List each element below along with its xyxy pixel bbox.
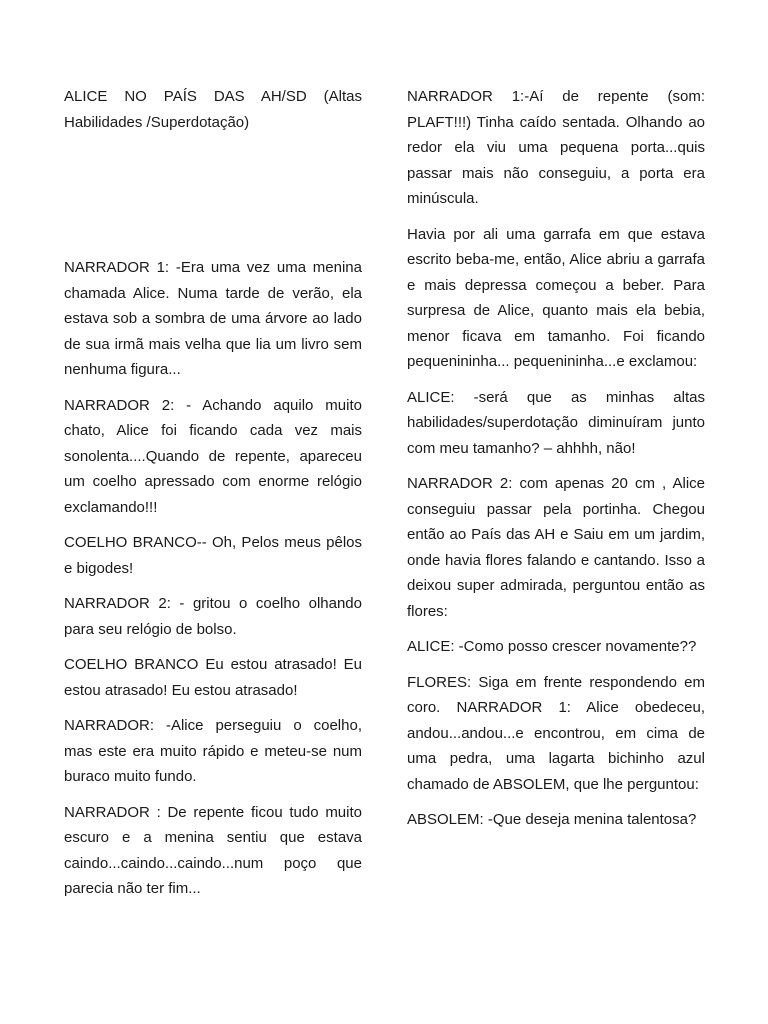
paragraph: COELHO BRANCO Eu estou atrasado! Eu estou atrasado! Eu estou atrasado!: [64, 656, 362, 699]
paragraph: NARRADOR 2: - Achando aquilo muito chato, Alice foi ficando cada vez mais sonolenta....Quando de repente, apareceu um coelho apressado com enorme relógio exclamando!!!: [64, 396, 362, 516]
paragraph: FLORES: Siga em frente respondendo em coro. NARRADOR 1: Alice obedeceu, andou...andou...e encontrou, em cima de uma pedra, uma lagarta bichinho azul chamado de ABSOLEM, que lhe perguntou:: [407, 673, 705, 793]
paragraph: COELHO BRANCO-- Oh, Pelos meus pêlos e bigodes!: [64, 534, 362, 577]
paragraph: Havia por ali uma garrafa em que estava escrito beba-me, então, Alice abriu a garrafa e mais depressa começou a beber. Para surpresa de Alice, quanto mais ela bebia, menor ficava em tamanho. Foi ficando pequenininha... pequenininha...e exclamou:: [407, 225, 705, 370]
paragraph: ABSOLEM: -Que deseja menina talentosa?: [407, 811, 697, 828]
right-column: [407, 84, 705, 843]
paragraph: NARRADOR 2: - gritou o coelho olhando para seu relógio de bolso.: [64, 595, 362, 638]
paragraph: ALICE: -será que as minhas altas habilidades/superdotação diminuíram junto com meu tamanho? – ahhhh, não!: [407, 388, 705, 457]
paragraph: NARRADOR 1: -Era uma vez uma menina chamada Alice. Numa tarde de verão, ela estava sob a sombra de uma árvore ao lado de sua irmã mais velha que lia um livro sem nenhuma figura...: [64, 259, 362, 378]
script-title: ALICE NO PAÍS DAS AH/SD (Altas Habilidades /Superdotação): [64, 88, 362, 131]
paragraph: ALICE: -Como posso crescer novamente??: [407, 638, 697, 655]
left-column: [64, 84, 362, 912]
paragraph: NARRADOR 1:-Aí de repente (som: PLAFT!!!) Tinha caído sentada. Olhando ao redor ela viu uma pequena porta...quis passar mais não conseguiu, a porta era minúscula.: [407, 88, 705, 207]
paragraph: NARRADOR : De repente ficou tudo muito escuro e a menina sentiu que estava caindo...caindo...caindo...num poço que parecia não ter fim...: [64, 803, 362, 897]
paragraph: NARRADOR: -Alice perseguiu o coelho, mas este era muito rápido e meteu-se num buraco muito fundo.: [64, 717, 362, 785]
paragraph: NARRADOR 2: com apenas 20 cm , Alice conseguiu passar pela portinha. Chegou então ao País das AH e Saiu em um jardim, onde havia flores falando e cantando. Isso a deixou super admirada, perguntou então as flores:: [407, 475, 705, 620]
